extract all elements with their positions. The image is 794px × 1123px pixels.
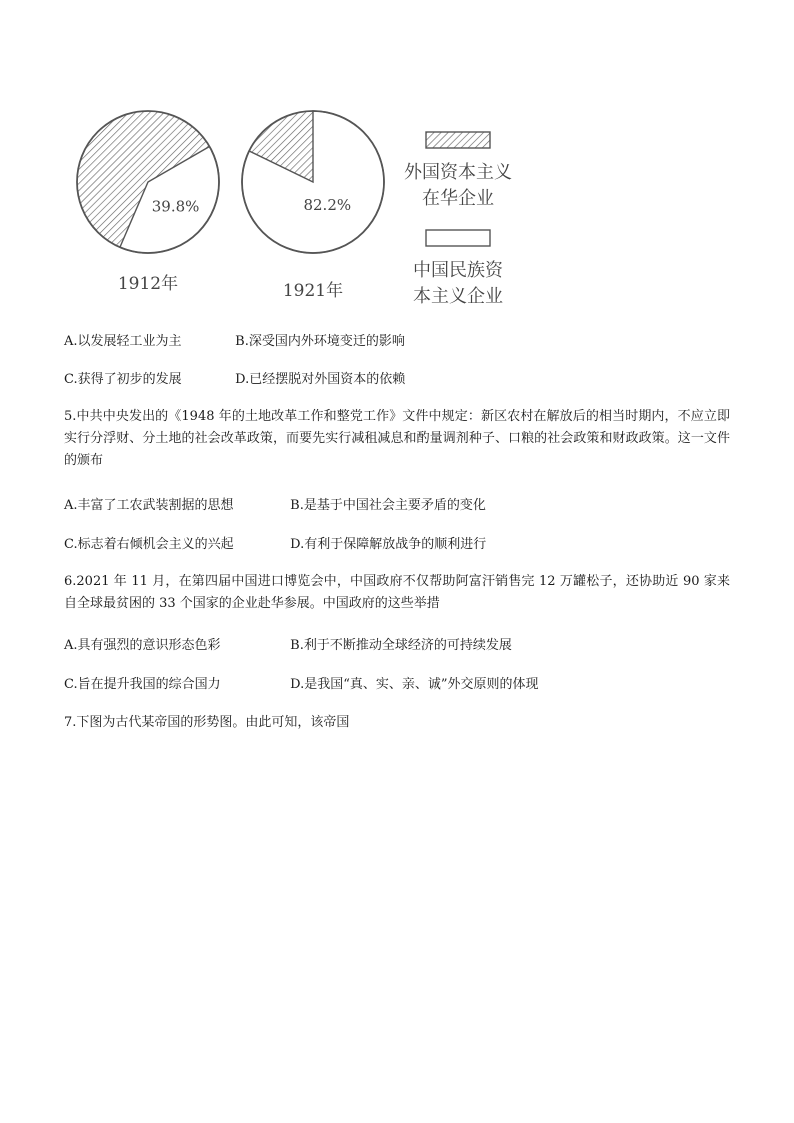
- q6-options-row-1: [64, 637, 512, 655]
- q4-option-a[interactable]: A.以发展轻工业为主: [64, 334, 182, 349]
- pie-1912-year-label: 1912年: [117, 274, 179, 294]
- q4-options-row-1: [64, 333, 405, 351]
- q7-stem: 7.下图为古代某帝国的形势图。由此可知，该帝国: [64, 715, 350, 730]
- q5-stem: 5.中共中央发出的《1948 年的土地改革工作和整党工作》文件中规定：新区农村在解放后的相当时期内，不应立即实行分浮财、分土地的社会改革政策，而要先实行减租减息和酌量调剂种子、口粮的社会政策和财政政策。这一文件的颁布: [64, 409, 730, 468]
- q4-option-b[interactable]: B.深受国内外环境变迁的影响: [235, 334, 405, 349]
- q5-option-a[interactable]: A.丰富了工农武装割据的思想: [64, 498, 234, 513]
- legend-foreign-line1: 外国资本主义: [404, 162, 512, 183]
- q5-option-d[interactable]: D.有利于保障解放战争的顺利进行: [290, 537, 487, 552]
- q6-stem: 6.2021 年 11 月，在第四届中国进口博览会中，中国政府不仅帮助阿富汗销售完 12 万罐松子，还协助近 90 家来自全球最贫困的 33 个国家的企业赴华参展。中国政府的这些举措: [64, 574, 730, 611]
- pie-1921: [242, 111, 384, 301]
- pie-1921-percent-label: 82.2%: [303, 195, 352, 214]
- legend-national-line2: 本主义企业: [413, 286, 503, 307]
- q4-options-row-2: [64, 371, 405, 389]
- legend-swatch-foreign: [426, 132, 490, 148]
- legend-national-line1: 中国民族资: [413, 260, 503, 281]
- legend-swatch-national: [426, 230, 490, 246]
- legend: [404, 132, 512, 307]
- legend-foreign-line2: 在华企业: [422, 188, 494, 209]
- q5-options-row-2: [64, 536, 486, 554]
- q6-option-b[interactable]: B.利于不断推动全球经济的可持续发展: [290, 638, 512, 653]
- q6-options-row-2: [64, 676, 539, 694]
- q6-option-d[interactable]: D.是我国“真、实、亲、诚”外交原则的体现: [290, 677, 539, 692]
- pie-charts-figure: [70, 100, 530, 312]
- q6-option-c[interactable]: C.旨在提升我国的综合国力: [64, 677, 221, 692]
- q4-option-c[interactable]: C.获得了初步的发展: [64, 372, 182, 387]
- q5-options-row-1: [64, 497, 486, 515]
- q6-option-a[interactable]: A.具有强烈的意识形态色彩: [64, 638, 221, 653]
- pie-1912: [77, 111, 219, 294]
- q5-option-c[interactable]: C.标志着右倾机会主义的兴起: [64, 537, 234, 552]
- q4-option-d[interactable]: D.已经摆脱对外国资本的依赖: [235, 372, 406, 387]
- pie-1921-year-label: 1921年: [282, 281, 344, 301]
- q5-option-b[interactable]: B.是基于中国社会主要矛盾的变化: [290, 498, 486, 513]
- pie-1912-percent-label: 39.8%: [151, 197, 200, 216]
